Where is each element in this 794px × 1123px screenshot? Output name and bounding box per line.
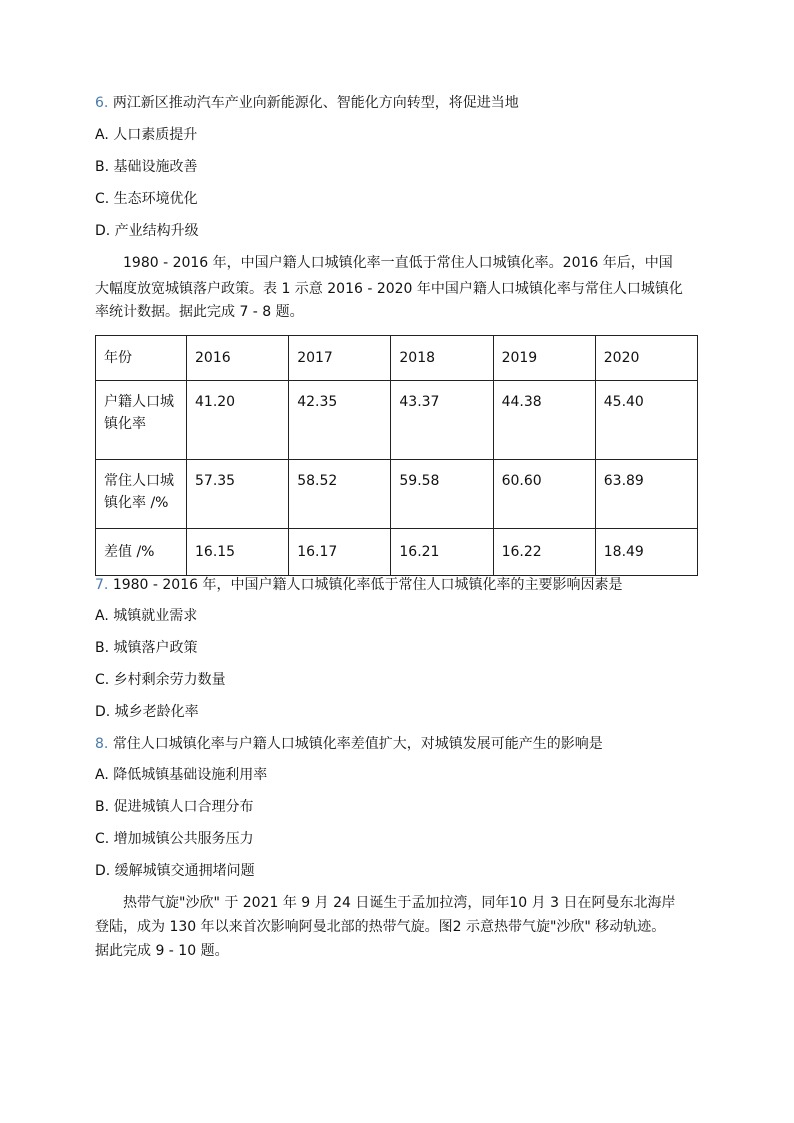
question-8-option-a: A. 降低城镇基础设施利用率: [95, 767, 268, 783]
row-label-line: 镇化率: [104, 416, 146, 432]
passage-2-line-2: 登陆，成为 130 年以来首次影响阿曼北部的热带气旋。图2 示意热带气旋"沙欣" 移动轨迹。: [95, 919, 666, 935]
table-row-label: [96, 460, 187, 529]
table-cell: 41.20: [187, 381, 289, 460]
table-header-cell: 2017: [289, 336, 391, 381]
table-row: [96, 529, 698, 576]
question-8-option-d: D. 缓解城镇交通拥堵问题: [95, 863, 255, 879]
table-row-label: [96, 381, 187, 460]
question-7-option-c: C. 乡村剩余劳力数量: [95, 672, 226, 688]
row-label-line: 常住人口城: [104, 473, 174, 489]
table-cell: 43.37: [391, 381, 493, 460]
question-7-text: 1980 - 2016 年，中国户籍人口城镇化率低于常住人口城镇化率的主要影响因素是: [112, 577, 623, 593]
question-6-stem: [95, 93, 519, 113]
question-7-number: 7.: [95, 577, 109, 593]
passage-2-line-3: 据此完成 9 - 10 题。: [95, 943, 229, 959]
passage-1-line-1: 1980 - 2016 年，中国户籍人口城镇化率一直低于常住人口城镇化率。2016 年后，中国: [123, 255, 673, 271]
question-6-option-a: A. 人口素质提升: [95, 127, 198, 143]
question-7-option-a: A. 城镇就业需求: [95, 608, 198, 624]
table-cell: 45.40: [595, 381, 697, 460]
question-8-stem: [95, 734, 603, 754]
table-cell: 18.49: [595, 529, 697, 576]
question-7-stem: [95, 575, 622, 595]
table-cell: 16.21: [391, 529, 493, 576]
table-header-cell: 2020: [595, 336, 697, 381]
question-6-option-b: B. 基础设施改善: [95, 159, 198, 175]
question-6-option-d: D. 产业结构升级: [95, 223, 199, 239]
question-8-text: 常住人口城镇化率与户籍人口城镇化率差值扩大，对城镇发展可能产生的影响是: [112, 736, 603, 752]
table-cell: 58.52: [289, 460, 391, 529]
row-label-line: 户籍人口城: [104, 394, 174, 410]
table-cell: 42.35: [289, 381, 391, 460]
table-header-row: [96, 336, 698, 381]
table-cell: 16.15: [187, 529, 289, 576]
table-cell: 57.35: [187, 460, 289, 529]
question-7-option-d: D. 城乡老龄化率: [95, 704, 199, 720]
question-6-option-c: C. 生态环境优化: [95, 191, 198, 207]
table-row: [96, 381, 698, 460]
passage-1-line-3: 率统计数据。据此完成 7 - 8 题。: [95, 304, 304, 320]
table-cell: 44.38: [493, 381, 595, 460]
table-cell: 16.22: [493, 529, 595, 576]
passage-1-line-2: 大幅度放宽城镇落户政策。表 1 示意 2016 - 2020 年中国户籍人口城镇化率与常住人口城镇化: [95, 281, 683, 297]
question-6-text: 两江新区推动汽车产业向新能源化、智能化方向转型，将促进当地: [112, 95, 519, 111]
question-8-option-b: B. 促进城镇人口合理分布: [95, 799, 254, 815]
table-row: [96, 460, 698, 529]
question-7-option-b: B. 城镇落户政策: [95, 640, 198, 656]
table-header-cell: 2016: [187, 336, 289, 381]
question-6-number: 6.: [95, 95, 109, 111]
passage-2-line-1: 热带气旋"沙欣" 于 2021 年 9 月 24 日诞生于孟加拉湾，同年10 月 3 日在阿曼东北海岸: [123, 895, 676, 911]
table-row-label: 差值 /%: [96, 529, 187, 576]
table-header-cell: 2019: [493, 336, 595, 381]
table-cell: 60.60: [493, 460, 595, 529]
table-header-cell: 年份: [96, 336, 187, 381]
table-cell: 16.17: [289, 529, 391, 576]
question-8-number: 8.: [95, 736, 109, 752]
table-cell: 59.58: [391, 460, 493, 529]
row-label-line: 镇化率 /%: [104, 495, 169, 511]
urbanization-table: [95, 335, 698, 576]
table-cell: 63.89: [595, 460, 697, 529]
table-header-cell: 2018: [391, 336, 493, 381]
question-8-option-c: C. 增加城镇公共服务压力: [95, 831, 254, 847]
